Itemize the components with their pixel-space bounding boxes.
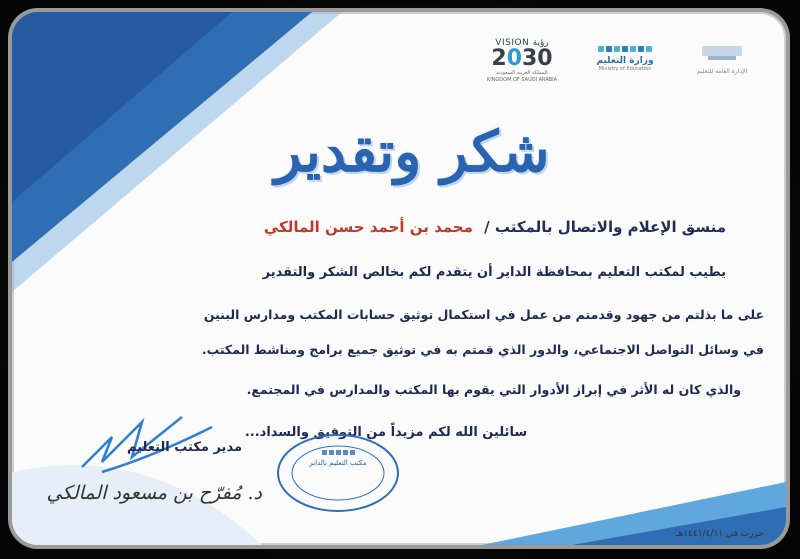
vision-label: VISION رؤية — [495, 38, 549, 48]
ministry-logo-icon — [580, 46, 670, 52]
director-name: د. مُفرّح بن مسعود المالكي — [46, 482, 262, 504]
recipient-name: محمد بن أحمد حسن المالكي — [263, 218, 473, 236]
issue-date: حررت في ١٤٤١/٤/١١هـ — [675, 529, 764, 539]
header-logos — [482, 38, 772, 98]
stamp-shape-icon — [274, 430, 402, 516]
director-title: مدير مكتب التعليم — [126, 440, 242, 455]
body-line-3: في وسائل التواصل الاجتماعي، والدور الذي قمتم به في توثيق جميع برامج ومناشط المكتب. — [201, 342, 764, 357]
vision-year — [482, 48, 562, 70]
admin-logo-icon — [692, 42, 752, 64]
admin-logo-text: الإدارة العامة للتعليم — [696, 68, 748, 75]
vision-year-a: 2 — [491, 46, 507, 71]
education-admin-logo — [682, 42, 762, 76]
certificate — [12, 12, 786, 545]
vision-year-b: 30 — [522, 46, 553, 71]
recipient-line — [166, 218, 726, 236]
vision-sub-ar: المملكة العربية السعودية — [496, 70, 548, 76]
closing-line: سائلين الله لكم مزيداً من التوفيق والسداد... — [244, 425, 528, 440]
body-line-4: والذي كان له الأثر في إبراز الأدوار التي يقوم بها المكتب والمدارس في المجتمع. — [246, 382, 741, 397]
vision-sub-en: KINGDOM OF SAUDI ARABIA — [486, 77, 558, 83]
certificate-headline — [262, 112, 562, 202]
stamp-text: مكتب التعليم بالداير — [309, 459, 367, 467]
body-line-1: يطيب لمكتب التعليم بمحافظة الداير أن يتقدم لكم بخالص الشكر والتقدير — [262, 265, 726, 280]
ministry-name-ar: وزارة التعليم — [596, 56, 654, 66]
ministry-of-education-logo — [580, 46, 670, 72]
vision-year-zero: 0 — [506, 46, 522, 71]
recipient-role: منسق الإعلام والاتصال بالمكتب / — [484, 218, 726, 236]
official-stamp — [274, 430, 402, 516]
vision-2030-logo — [482, 38, 562, 84]
headline-text: شكر وتقدير — [274, 119, 550, 185]
body-line-2: على ما بذلتم من جهود وقدمتم من عمل في استكمال توثيق حسابات المكتب ومدارس البنين — [203, 307, 764, 322]
ministry-name-en: Ministry of Education — [598, 66, 652, 72]
